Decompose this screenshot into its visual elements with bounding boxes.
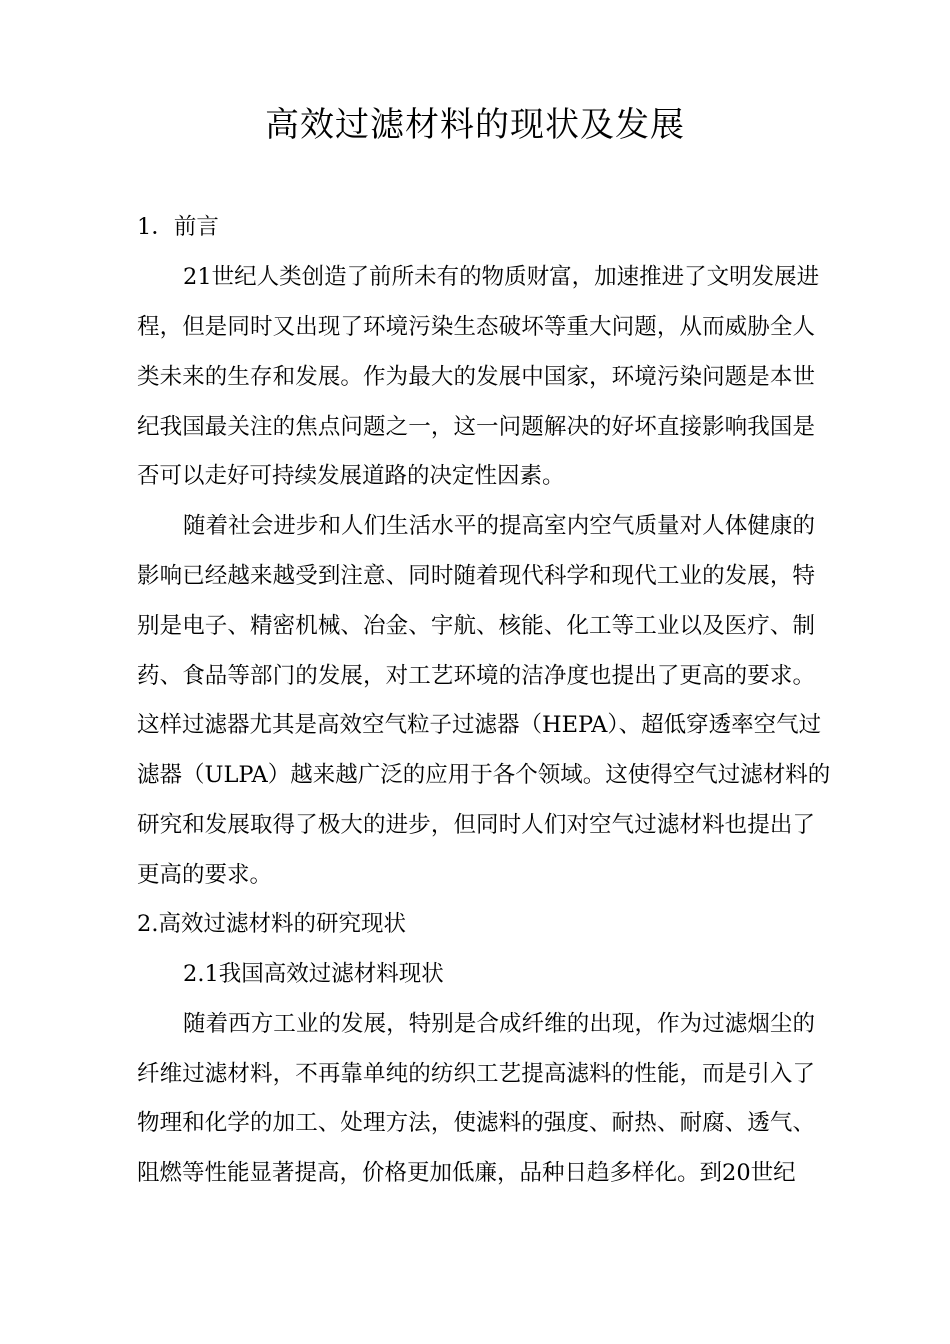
paragraph-2-line: 别是电子、精密机械、冶金、宇航、核能、化工等工业以及医疗、制 [137, 613, 815, 639]
paragraph-2-line: 滤器（ULPA）越来越广泛的应用于各个领域。这使得空气过滤材料的 [137, 762, 831, 788]
paragraph-1-line: 类未来的生存和发展。作为最大的发展中国家，环境污染问题是本世 [137, 364, 815, 390]
section-2-heading: 2.高效过滤材料的研究现状 [137, 911, 406, 937]
document-title: 高效过滤材料的现状及发展 [265, 105, 685, 145]
section-1-heading: 1．前言 [137, 214, 219, 240]
paragraph-3-line: 纤维过滤材料，不再靠单纯的纺织工艺提高滤料的性能，而是引入了 [137, 1061, 815, 1087]
paragraph-2-line: 更高的要求。 [137, 862, 273, 888]
paragraph-3-line: 随着西方工业的发展，特别是合成纤维的出现，作为过滤烟尘的 [183, 1011, 815, 1037]
paragraph-2-line: 随着社会进步和人们生活水平的提高室内空气质量对人体健康的 [183, 513, 815, 539]
paragraph-3-line: 物理和化学的加工、处理方法，使滤料的强度、耐热、耐腐、透气、 [137, 1110, 815, 1136]
paragraph-1-line: 21世纪人类创造了前所未有的物质财富，加速推进了文明发展进 [183, 264, 820, 290]
paragraph-1-line: 程，但是同时又出现了环境污染生态破坏等重大问题，从而威胁全人 [137, 314, 815, 340]
paragraph-3-line: 阻燃等性能显著提高，价格更加低廉，品种日趋多样化。到20世纪 [137, 1160, 796, 1186]
paragraph-1-line: 否可以走好可持续发展道路的决定性因素。 [137, 463, 565, 489]
paragraph-2-line: 研究和发展取得了极大的进步，但同时人们对空气过滤材料也提出了 [137, 812, 815, 838]
section-2-1-heading: 2.1我国高效过滤材料现状 [183, 961, 444, 987]
paragraph-2-line: 影响已经越来越受到注意、同时随着现代科学和现代工业的发展，特 [137, 563, 815, 589]
paragraph-1-line: 纪我国最关注的焦点问题之一，这一问题解决的好坏直接影响我国是 [137, 414, 815, 440]
paragraph-2-line: 这样过滤器尤其是高效空气粒子过滤器（HEPA）、超低穿透率空气过 [137, 712, 822, 738]
paragraph-2-line: 药、食品等部门的发展，对工艺环境的洁净度也提出了更高的要求。 [137, 663, 815, 689]
